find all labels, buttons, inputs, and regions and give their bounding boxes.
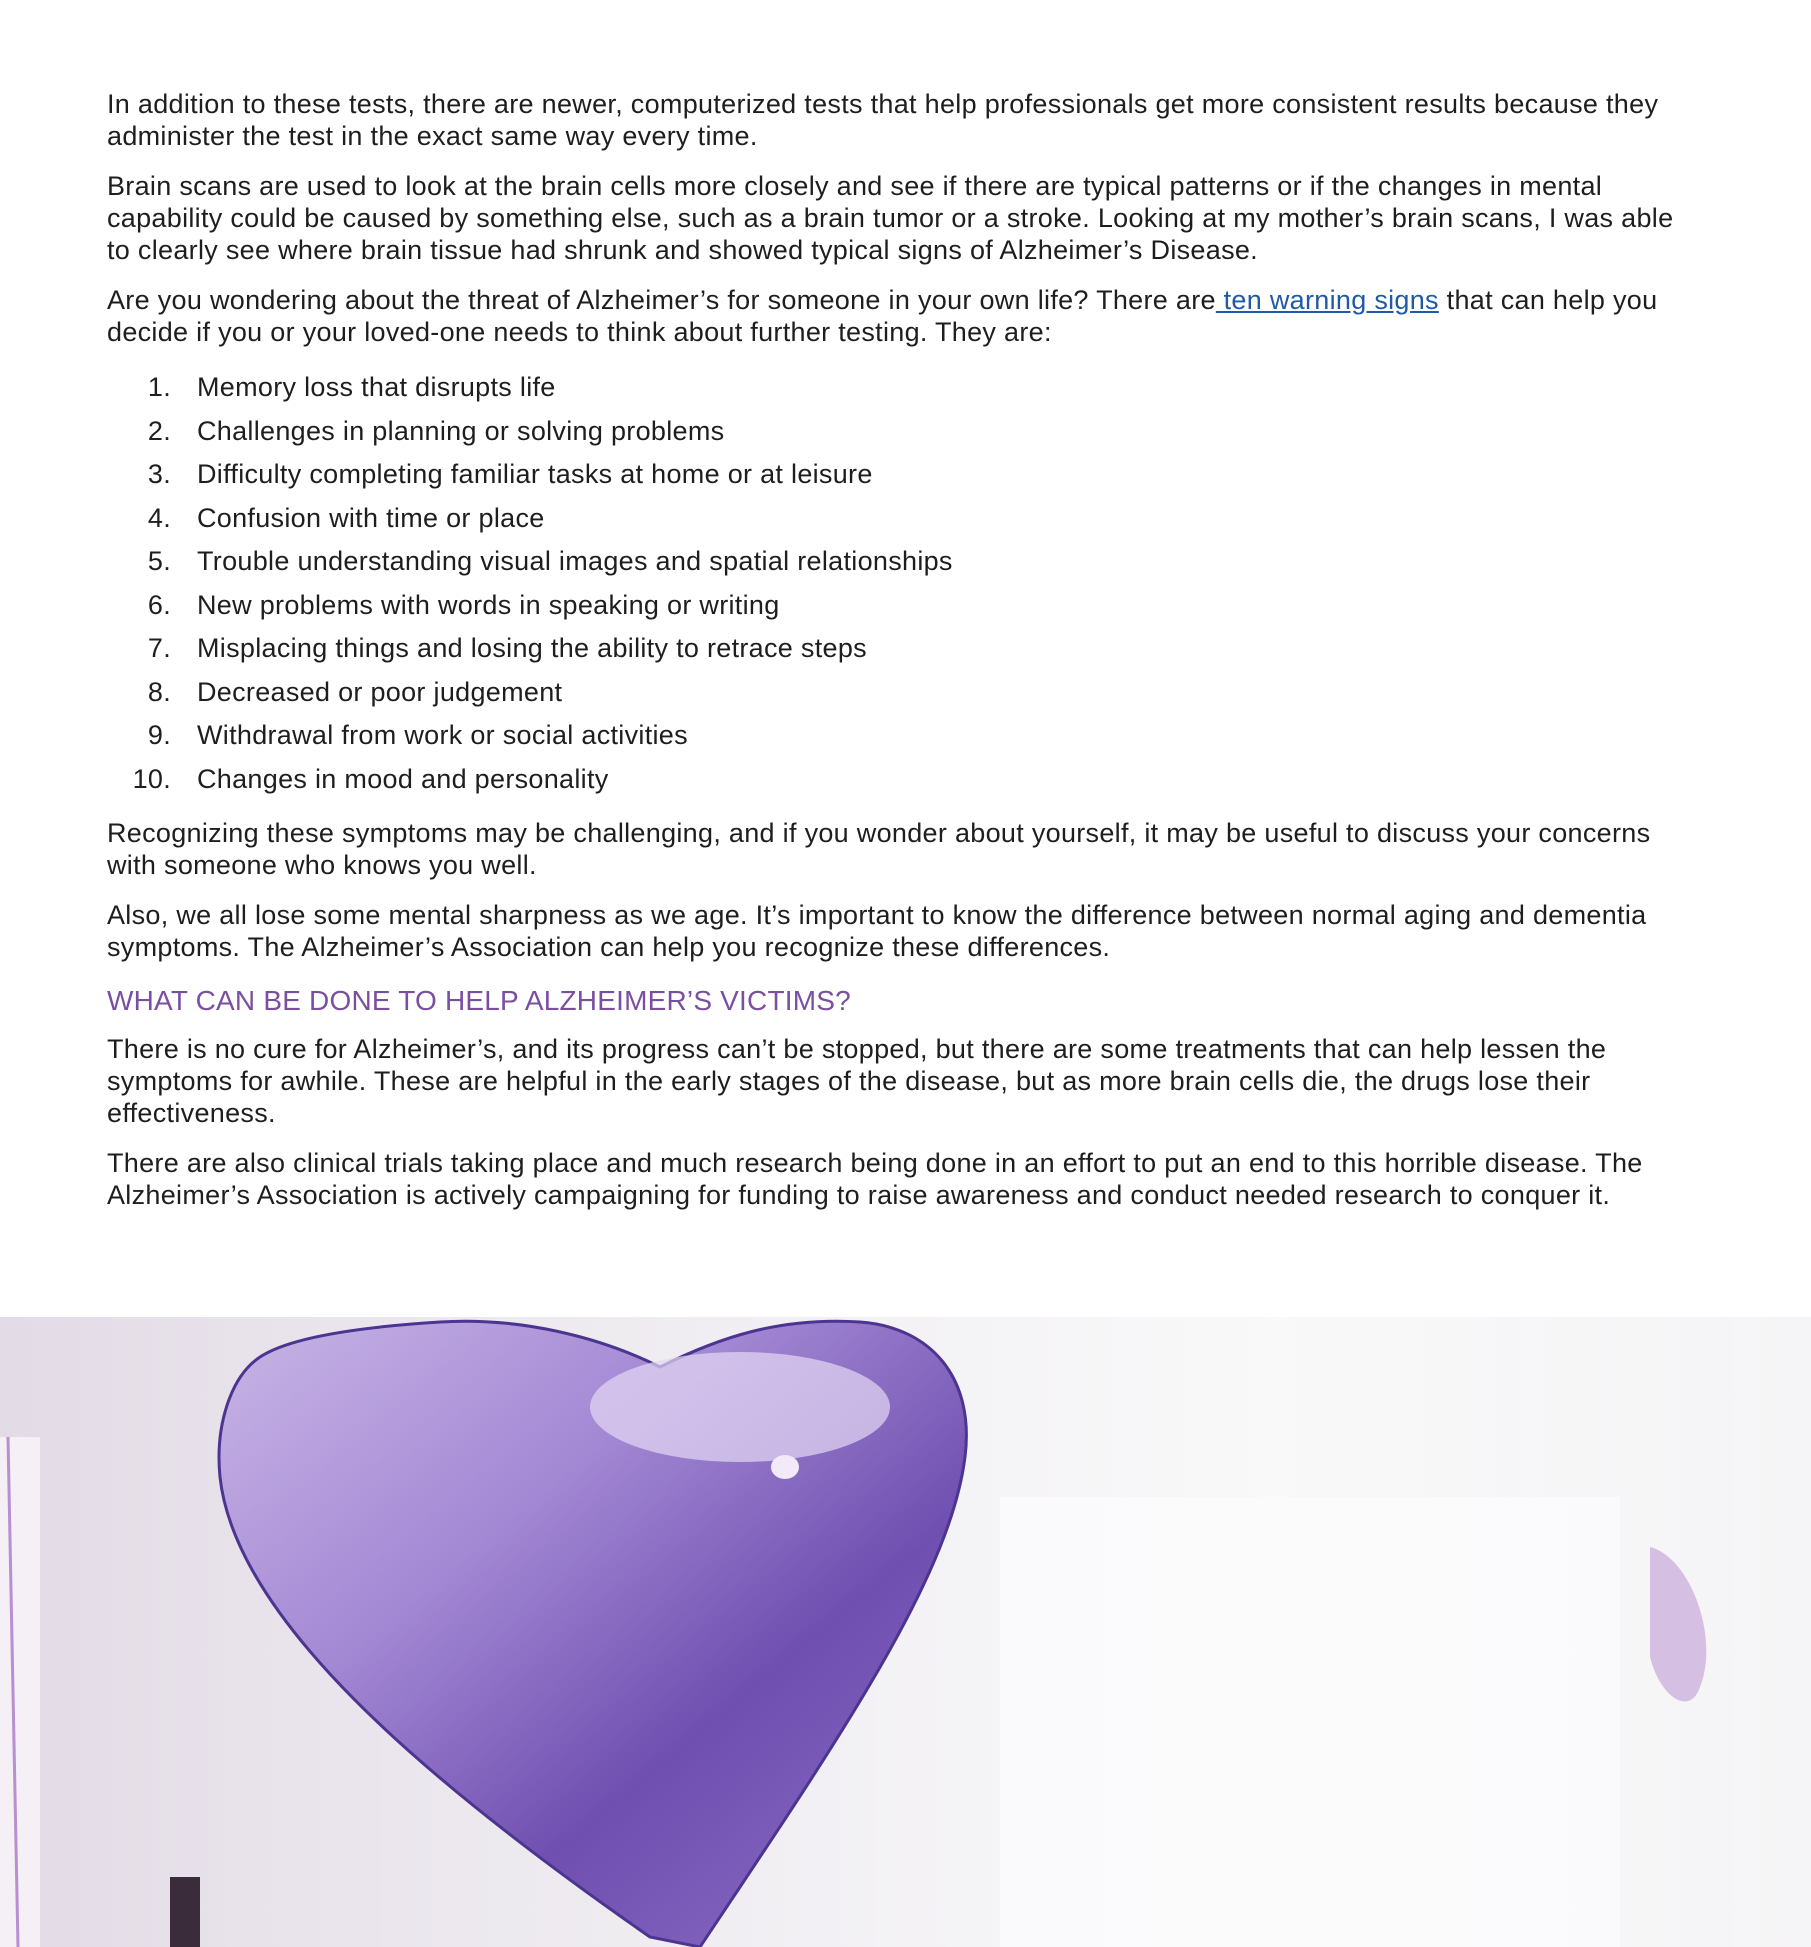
paragraph-clinical-trials: There are also clinical trials taking place and much research being done in an effort to put an end to this horrible disease. The Alzheimer’s Association is actively campaigning for funding to raise awareness and conduct needed research to conquer it. <box>107 1148 1643 1210</box>
list-item <box>107 714 1697 758</box>
balloon-photo-illustration <box>0 1317 1811 1947</box>
intro-text-after: that can help you decide if you or your loved-one needs to think about further testing. They are: <box>107 285 1658 347</box>
list-item <box>107 758 1697 802</box>
list-item-text: Misplacing things and losing the ability to retrace steps <box>197 633 867 663</box>
paragraph-normal-aging: Also, we all lose some mental sharpness as we age. It’s important to know the difference between normal aging and dementia symptoms. The Alzheimer’s Association can help you recognize these differences. <box>107 900 1647 962</box>
document-body <box>107 88 1697 1229</box>
paragraph-no-cure: There is no cure for Alzheimer’s, and its progress can’t be stopped, but there are some treatments that can help lessen the symptoms for awhile. These are helpful in the early stages of the disease, but as more brain cells die, the drugs lose their effectiveness. <box>107 1034 1607 1128</box>
warning-signs-list <box>107 366 1697 801</box>
list-number: 6. <box>147 589 171 620</box>
list-number: 9. <box>147 720 171 750</box>
list-item-text: Challenges in planning or solving problems <box>197 415 725 446</box>
paragraph-brain-scans: Brain scans are used to look at the brain cells more closely and see if there are typical patterns or if the changes in mental capability could be caused by something else, such as a brain tumor or a stroke. Looking at my mother’s brain scans, I was able to clearly see where brain tissue had shrunk and showed typical signs of Alzheimer’s Disease. <box>107 171 1674 265</box>
paragraph-recognizing-symptoms: Recognizing these symptoms may be challenging, and if you wonder about yourself, it may be useful to discuss your concerns with someone who knows you well. <box>107 818 1651 880</box>
list-item-text: Changes in mood and personality <box>197 763 609 794</box>
list-item-text: Difficulty completing familiar tasks at home or at leisure <box>197 459 873 489</box>
list-number: 1. <box>147 372 171 402</box>
list-item-text: Confusion with time or place <box>197 502 545 533</box>
list-number: 5. <box>147 546 171 576</box>
dark-object <box>170 1877 200 1947</box>
list-item <box>107 366 1697 410</box>
list-number: 2. <box>147 415 171 446</box>
list-number: 7. <box>147 633 171 663</box>
list-item-text: Trouble understanding visual images and spatial relationships <box>197 546 953 576</box>
list-item <box>107 584 1697 628</box>
list-number: 8. <box>147 676 171 707</box>
balloon-highlight <box>590 1352 890 1462</box>
list-item-text: Withdrawal from work or social activities <box>197 720 688 750</box>
list-item <box>107 497 1697 541</box>
bright-window <box>1000 1497 1620 1947</box>
list-item <box>107 671 1697 715</box>
list-item <box>107 410 1697 454</box>
paragraph-warning-signs-intro <box>107 284 1697 348</box>
list-item <box>107 540 1697 584</box>
left-frame <box>0 1437 40 1947</box>
list-number: 10. <box>132 763 171 794</box>
list-item <box>107 453 1697 497</box>
ten-warning-signs-link[interactable]: ten warning signs <box>1215 285 1439 315</box>
list-item-text: Memory loss that disrupts life <box>197 372 556 402</box>
balloon-valve <box>771 1455 799 1479</box>
list-item-text: Decreased or poor judgement <box>197 676 563 707</box>
paragraph-computerized-tests: In addition to these tests, there are newer, computerized tests that help professionals get more consistent results because they administer the test in the exact same way every time. <box>107 89 1659 151</box>
list-item-text: New problems with words in speaking or writing <box>197 589 780 620</box>
heart-balloon-photo <box>0 1317 1811 1947</box>
list-number: 3. <box>147 459 171 489</box>
list-item <box>107 627 1697 671</box>
intro-text-before: Are you wondering about the threat of Alzheimer’s for someone in your own life? There are <box>107 285 1216 315</box>
section-heading: WHAT CAN BE DONE TO HELP ALZHEIMER’S VICTIMS? <box>107 985 851 1016</box>
list-number: 4. <box>147 502 171 533</box>
